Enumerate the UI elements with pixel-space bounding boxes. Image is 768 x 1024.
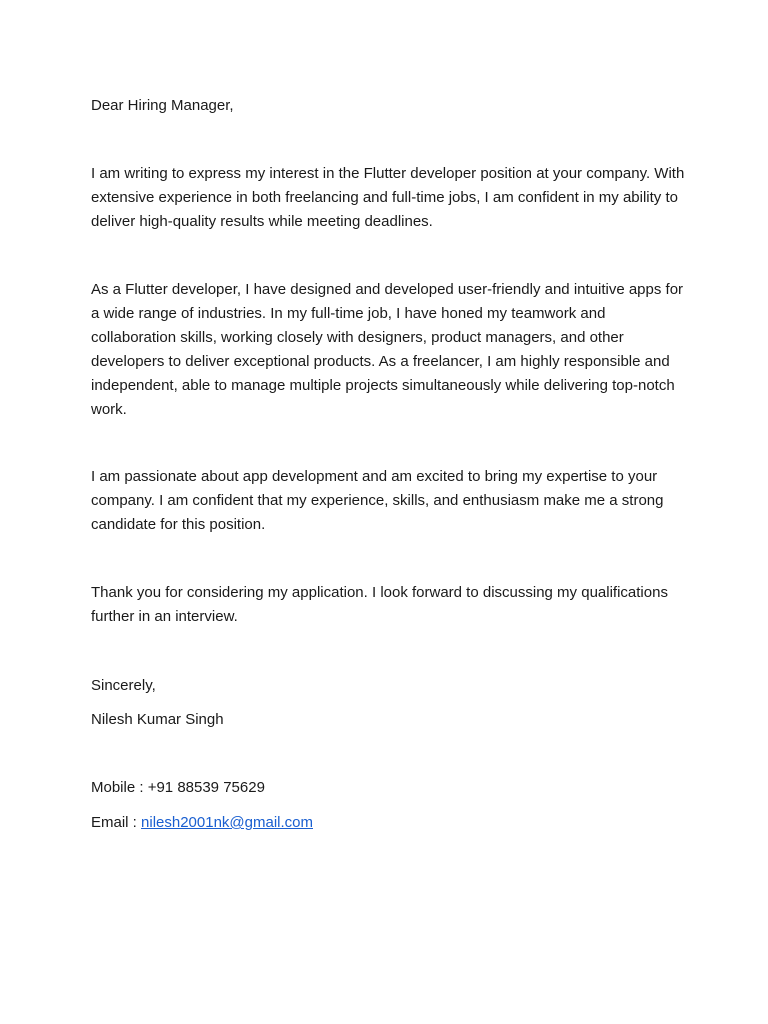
email-line [91, 811, 691, 835]
paragraph-experience: As a Flutter developer, I have designed and developed user-friendly and intuitive apps for a wide range of industries. In my full-time job, I have honed my teamwork and collaboration skills, working closely with designers, product managers, and other developers to deliver exceptional products. As a freelancer, I am highly responsible and independent, able to manage multiple projects simultaneously while delivering top-notch work. [91, 281, 684, 418]
signature-name: Nilesh Kumar Singh [91, 711, 224, 728]
email-label: Email : [91, 814, 142, 831]
paragraph-passion: I am passionate about app development and am excited to bring my expertise to your company. I am confident that my experience, skills, and enthusiasm make me a strong candidate for this position. [91, 468, 664, 533]
greeting: Dear Hiring Manager, [91, 97, 234, 114]
closing: Sincerely, [91, 677, 156, 694]
mobile-line [91, 776, 691, 800]
paragraph-intro: I am writing to express my interest in the Flutter developer position at your company. With extensive experience in both freelancing and full-time jobs, I am confident in my ability to deliver high-quality results while meeting deadlines. [91, 165, 685, 230]
paragraph-thanks: Thank you for considering my application. I look forward to discussing my qualifications further in an interview. [91, 584, 668, 625]
email-link[interactable]: nilesh2001nk@gmail.com [141, 814, 313, 831]
mobile-label: Mobile : [91, 779, 148, 796]
mobile-number: +91 88539 75629 [147, 779, 265, 796]
